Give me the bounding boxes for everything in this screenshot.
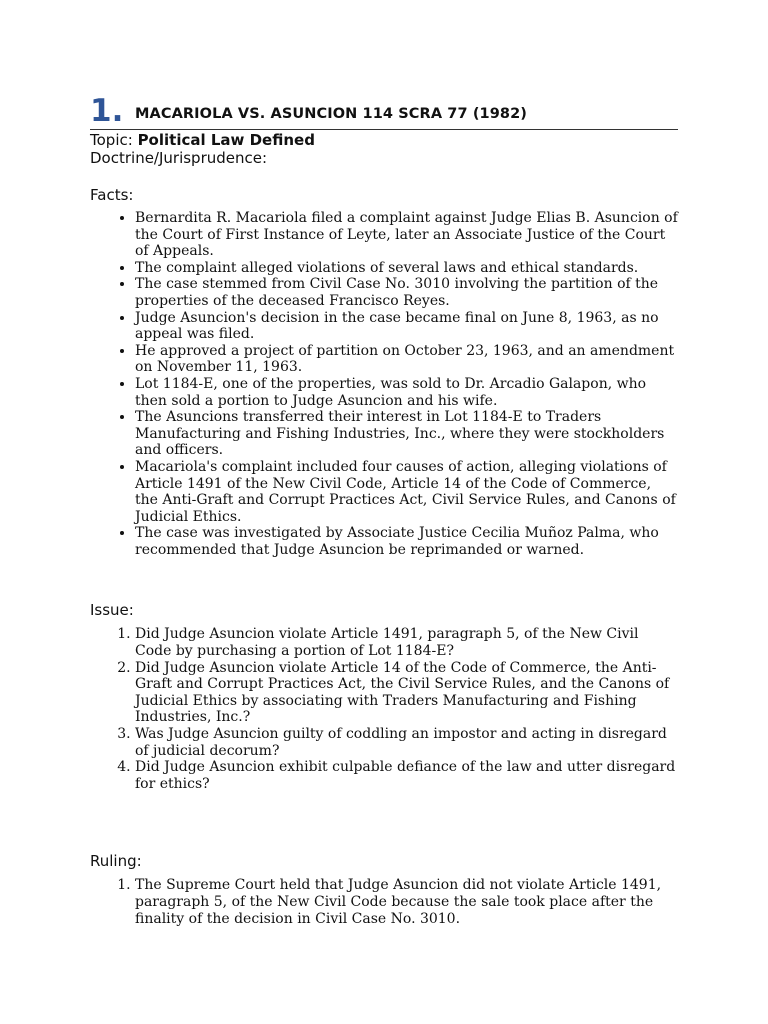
case-number: 1.	[90, 93, 124, 129]
case-header	[90, 92, 678, 130]
topic-value: Political Law Defined	[137, 131, 315, 149]
facts-item: • The complaint alleged violations of several laws and ethical standards.	[135, 260, 678, 277]
ruling-list	[90, 877, 678, 927]
facts-heading: Facts:	[90, 186, 134, 204]
doctrine-label: Doctrine/Jurisprudence:	[90, 149, 268, 167]
facts-list	[90, 210, 678, 558]
ruling-heading: Ruling:	[90, 852, 142, 871]
ruling-item: 1. The Supreme Court held that Judge Asuncion did not violate Article 1491, paragraph 5, of the New Civil Code because the sale took place after the finality of the decision in Civil Case No. 3010.	[135, 877, 678, 927]
facts-item: • Judge Asuncion's decision in the case became final on June 8, 1963, as no appeal was filed.	[135, 310, 678, 343]
case-title: MACARIOLA VS. ASUNCION 114 SCRA 77 (1982)	[135, 106, 528, 122]
facts-item: • He approved a project of partition on October 23, 1963, and an amendment on November 11, 1963.	[135, 343, 678, 376]
topic-line	[90, 131, 678, 149]
facts-item: • The Asuncions transferred their interest in Lot 1184-E to Traders Manufacturing and Fishing Industries, Inc., where they were stockholders and officers.	[135, 409, 678, 459]
issue-item: 4. Did Judge Asuncion exhibit culpable defiance of the law and utter disregard for ethics?	[135, 759, 678, 792]
facts-item: • The case was investigated by Associate Justice Cecilia Muñoz Palma, who recommended that Judge Asuncion be reprimanded or warned.	[135, 525, 678, 558]
issue-item: 2. Did Judge Asuncion violate Article 14 of the Code of Commerce, the Anti-Graft and Corrupt Practices Act, the Civil Service Rules, and the Canons of Judicial Ethics by associating with Traders Manufacturing and Fishing Industries, Inc.?	[135, 660, 678, 726]
issue-item: 1. Did Judge Asuncion violate Article 1491, paragraph 5, of the New Civil Code by purchasing a portion of Lot 1184-E?	[135, 626, 678, 659]
facts-item: • Macariola's complaint included four causes of action, alleging violations of Article 1491 of the New Civil Code, Article 14 of the Code of Commerce, the Anti-Graft and Corrupt Practices Act, Civil Service Rules, and Canons of Judicial Ethics.	[135, 459, 678, 525]
issue-item: 3. Was Judge Asuncion guilty of coddling an impostor and acting in disregard of judicial decorum?	[135, 726, 678, 759]
facts-item: • Lot 1184-E, one of the properties, was sold to Dr. Arcadio Galapon, who then sold a portion to Judge Asuncion and his wife.	[135, 376, 678, 409]
issue-heading: Issue:	[90, 601, 134, 620]
document-page	[90, 92, 678, 927]
facts-item: • Bernardita R. Macariola filed a complaint against Judge Elias B. Asuncion of the Court of First Instance of Leyte, later an Associate Justice of the Court of Appeals.	[135, 210, 678, 260]
topic-label: Topic:	[90, 131, 133, 149]
issue-list	[90, 626, 678, 792]
facts-item: • The case stemmed from Civil Case No. 3010 involving the partition of the properties of the deceased Francisco Reyes.	[135, 276, 678, 309]
